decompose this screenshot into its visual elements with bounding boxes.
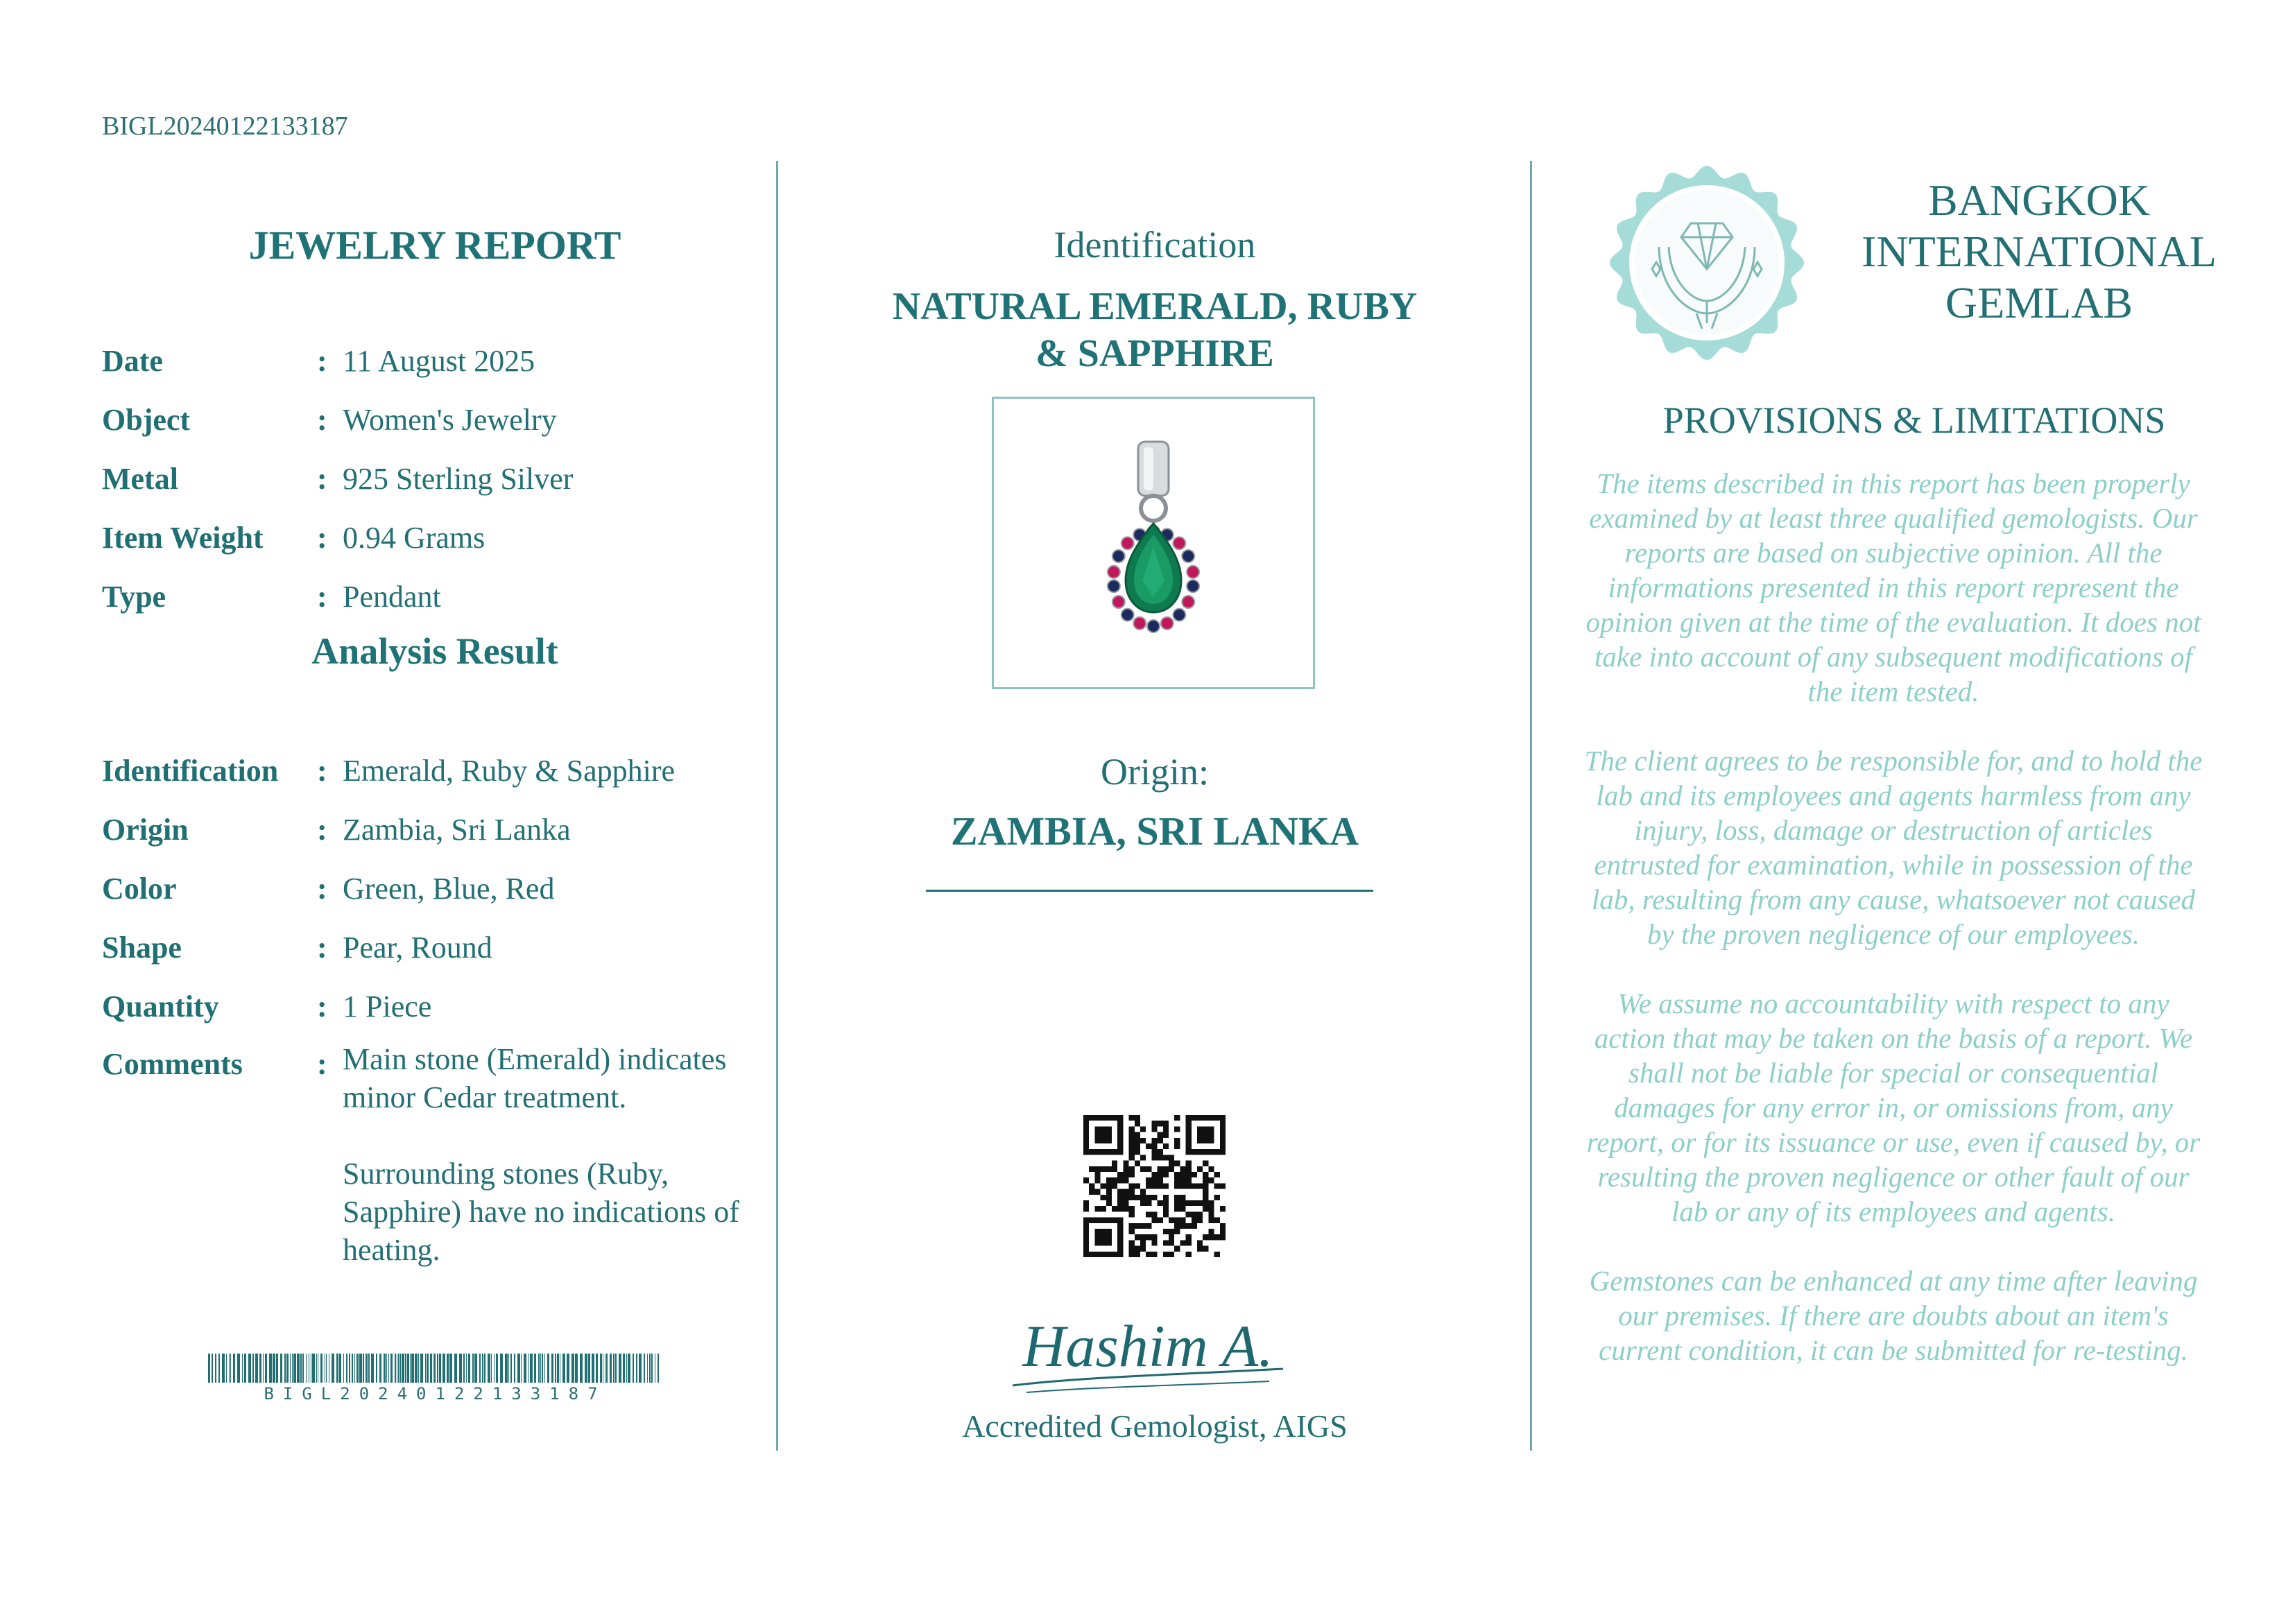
column-divider-right: [1530, 161, 1532, 1451]
detail-label: Metal: [102, 462, 178, 496]
gem-crescent-seal-icon: [1609, 165, 1805, 361]
provisions-paragraph: The items described in this report has been properly examined by at least three qualified gemologists. Our reports are based on subjective opinion. All the informations presented in this report represent the opinion given at the time of the evaluation. It does not take into account of any subsequent modifications of the item tested.: [1585, 467, 2201, 707]
barcode-icon: [208, 1354, 662, 1383]
analysis-value: 1 Piece: [343, 990, 432, 1023]
analysis-colon: :: [317, 1047, 327, 1081]
column-divider-left: [776, 161, 778, 1451]
provisions-paragraph: We assume no accountability with respect to any action that may be taken on the basis of a report. We shall not be liable for special or consequential damages for any error in, or omissions from, any report, or for its issuance or use, even if caused by, or resulting the proven negligence or other fault of our lab or any of its employees and agents.: [1586, 987, 2201, 1227]
pendant-image: [994, 399, 1313, 687]
detail-label: Type: [102, 580, 166, 614]
analysis-label: Shape: [102, 931, 182, 965]
analysis-colon: :: [317, 754, 327, 788]
comment-paragraph: Main stone (Emerald) indicates minor Cedar treatment.: [343, 1042, 727, 1114]
detail-value: Women's Jewelry: [343, 403, 557, 437]
barcode-text: BIGL20240122133187: [264, 1384, 607, 1403]
analysis-value: Emerald, Ruby & Sapphire: [343, 754, 676, 788]
detail-colon: :: [317, 580, 327, 614]
analysis-label: Origin: [102, 813, 189, 847]
origin-underline: [926, 890, 1373, 892]
report-title: JEWELRY REPORT: [248, 223, 621, 268]
report-number: BIGL20240122133187: [102, 112, 348, 141]
detail-colon: :: [317, 521, 327, 555]
lab-name: BANGKOK INTERNATIONAL GEMLAB: [1862, 175, 2217, 327]
comments-text: [343, 1040, 773, 1307]
detail-colon: :: [317, 403, 327, 437]
provisions-paragraph: Gemstones can be enhanced at any time after leaving our premises. If there are doubts about an item's current condition, it can be submitted for re-testing.: [1589, 1265, 2198, 1366]
detail-colon: :: [317, 462, 327, 496]
analysis-label: Comments: [102, 1047, 243, 1081]
signature-text: Hashim A.: [1022, 1313, 1273, 1379]
detail-label: Object: [102, 403, 191, 437]
signer-title: Accredited Gemologist, AIGS: [962, 1408, 1348, 1444]
detail-value: Pendant: [343, 580, 441, 614]
analysis-label: Identification: [102, 754, 279, 788]
identification-value: NATURAL EMERALD, RUBY & SAPPHIRE: [892, 285, 1418, 375]
provisions-heading: PROVISIONS & LIMITATIONS: [1662, 399, 2166, 441]
analysis-colon: :: [317, 931, 327, 965]
analysis-heading: Analysis Result: [311, 630, 558, 672]
provisions-text: [1581, 466, 2206, 1402]
detail-label: Date: [102, 344, 163, 378]
identification-label: Identification: [1054, 224, 1256, 266]
detail-value: 925 Sterling Silver: [343, 462, 574, 496]
analysis-colon: :: [317, 990, 327, 1023]
detail-colon: :: [317, 344, 327, 378]
analysis-value: Zambia, Sri Lanka: [343, 813, 571, 847]
qr-code-icon: [1083, 1115, 1226, 1257]
analysis-value: Green, Blue, Red: [343, 872, 555, 906]
analysis-colon: :: [317, 872, 327, 906]
item-photo: [992, 397, 1315, 689]
comment-paragraph: Surrounding stones (Ruby, Sapphire) have no indications of heating.: [343, 1157, 739, 1267]
detail-value: 0.94 Grams: [343, 521, 485, 555]
analysis-colon: :: [317, 813, 327, 847]
origin-value: ZAMBIA, SRI LANKA: [950, 809, 1359, 854]
origin-label: Origin:: [1101, 751, 1209, 793]
detail-value: 11 August 2025: [343, 344, 535, 378]
gemologist-signature: [999, 1297, 1297, 1401]
analysis-label: Quantity: [102, 990, 219, 1023]
analysis-label: Color: [102, 872, 177, 906]
provisions-paragraph: The client agrees to be responsible for, and to hold the lab and its employees and agents harmless from any injury, loss, damage or destruction of articles entrusted for examination, while in possession of the lab, resulting from any cause, whatsoever not caused by the proven negligence of our employees.: [1584, 745, 2203, 950]
detail-label: Item Weight: [102, 521, 264, 555]
analysis-value: Pear, Round: [343, 931, 492, 965]
